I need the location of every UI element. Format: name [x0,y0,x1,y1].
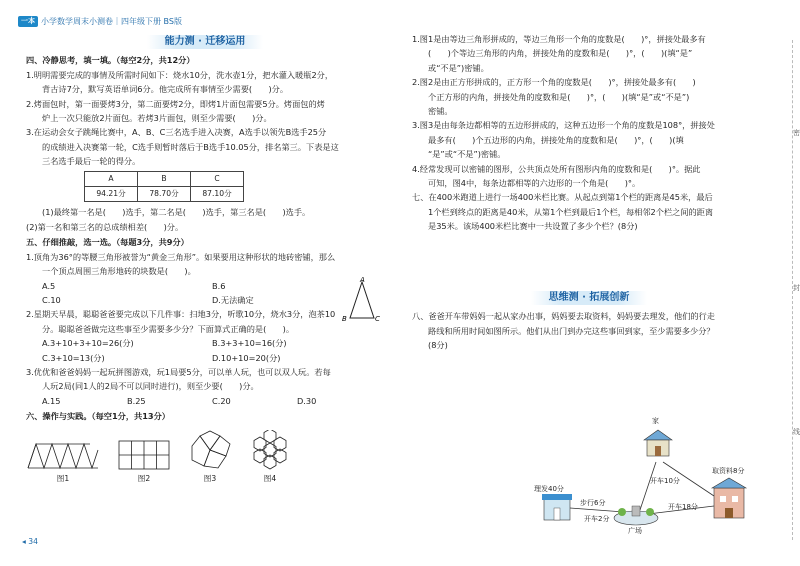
q4-3-sub1: (1)最终第一名是( )选手，第二名是( )选手，第三名是( )选手。 [42,207,311,218]
route-map [528,417,768,536]
section-6-heading: 六、操作与实践。（每空1分，共13分） [26,411,170,422]
section-4-heading: 四、冷静思考，填一填。（每空2分，共12分） [26,55,195,66]
option-a: A.15 [42,395,61,406]
q6-2-line2: 个正方形的内角，拼接处角的度数和是( )°，( )(填“是”或“不是”) [428,91,690,102]
barber-shop-icon [542,494,572,520]
square-tiling-icon [118,440,170,470]
route-lines [528,426,768,536]
q4-3-line1: 3.在运动会女子跳绳比赛中，A、B、C三名选手进入决赛，A选手以领先B选手25分 [26,127,327,138]
header-title: 小学数学周末小测卷｜四年级下册 BS版 [41,16,182,26]
q6-2-line1: 2.图2是由正方形拼成的，正方形一个角的度数是( )°，拼接处最多有( ) [412,77,696,88]
figure-1 [26,442,100,486]
score-table [84,171,244,203]
q6-1-line2: ( )个等边三角形的内角，拼接处角的度数和是( )°，( )(填“是” [428,48,693,59]
option-c: C.3+10=13(分) [42,352,105,363]
figure-2-label: 图2 [137,473,151,483]
option-d: D.30 [297,395,317,406]
section-8-line3: (8分) [428,339,448,350]
header-bar [18,14,182,28]
q6-3-line2: 最多有( )个五边形的内角，拼接处角的度数和是( )°，( )(填 [428,134,684,145]
side-label-close: 封 [793,284,800,292]
section-8-line1: 八、爸爸开车带妈妈一起从家办出事，妈妈要去取资料，妈妈要去理发，他们的行走 [412,311,715,322]
q5-3-line1: 3.优优和爸爸妈妈一起玩拼图游戏，玩1局要5分，可以单人玩，也可以双人玩。若每 [26,366,331,377]
q6-1-line3: 或“不是”)密铺。 [428,62,489,73]
table-cell-b: 78.70分 [138,187,191,202]
section-5-heading: 五、仔细推敲，选一选。（每题3分，共9分） [26,237,189,248]
table-cell-c: 87.10分 [191,187,244,202]
figure-3-label: 图3 [203,473,217,483]
section-7-line3: 是35米。该场400米栏比赛中一共设置了多少个栏？(8分) [428,221,638,232]
q4-3-sub2: (2)第一名和第三名的总成绩相差( )分。 [26,221,184,232]
q5-1-options [26,279,384,293]
table-header-c: C [191,171,244,186]
side-label-line: 线 [793,428,800,436]
page-footer: ◂ 34 [22,537,38,546]
answer-space [412,234,766,288]
option-a: A.5 [42,280,56,291]
q5-2-options-row2 [26,351,384,365]
figure-2 [118,440,170,486]
page-number: 34 [28,537,38,546]
section-7-line2: 1个栏到终点的距离是40米，从第1个栏到最后1个栏，每相邻2个栏之间的距离 [428,206,714,217]
figure-3 [188,430,232,486]
option-a: A.3+10+3+10=26(分) [42,338,134,349]
q5-3-options [26,394,384,408]
q5-3-line2: 人玩2局(同1人的2局不可以同时进行)，则至少要( )分。 [42,381,259,392]
q6-1-line1: 1.图1是由等边三角形拼成的，等边三角形一个角的度数是( )°，拼接处最多有 [412,34,706,44]
hexagon-tiling-icon [250,430,290,470]
docs-label: 取资料8分 [712,467,745,475]
figure-4 [250,430,290,486]
drive-2-label: 开车2分 [584,515,610,523]
q4-2-line1: 2.烤面包时，第一面要烤3分，第二面要烤2分，即烤1片面包需要5分。烤面包的烤 [26,98,325,109]
table-row [85,171,244,186]
square-label: 广场 [628,527,642,535]
q6-4-line2: 可知，图4中，每条边都相等的六边形的一个角是( )°。 [428,178,641,189]
figure-1-label: 图1 [56,473,70,483]
left-column [26,32,384,486]
q4-1-line2: 背古诗7分，默写英语单词6分。他完成所有事情至少需要( )分。 [42,84,289,95]
brand-logo: 一本 [18,16,38,27]
tiling-figures [26,430,384,486]
svg-text:A: A [360,275,365,284]
option-b: B.3+3+10=16(分) [212,338,287,349]
q6-3-line1: 3.图3是由每条边都相等的五边形拼成的，这种五边形一个角的度数是108°，拼接处 [412,120,715,131]
table-header-b: B [138,171,191,186]
section-banner-ability: 能力测 · 迁移运用 [26,34,384,49]
golden-triangle-figure [342,276,382,322]
svg-text:B: B [342,314,347,322]
q6-2-line3: 密铺。 [428,106,453,117]
q6-3-line3: “是”或“不是”)密铺。 [428,149,506,160]
table-cell-a: 94.21分 [85,187,138,202]
table-header-a: A [85,171,138,186]
q4-3-line2: 的成绩进入决赛第一轮，C选手则暂时落后于B选手10.05分，排名第三。下表是这 [42,141,339,152]
documents-building-icon [712,478,746,518]
option-d: D.无法确定 [212,294,254,305]
q5-1-options-row2 [26,293,384,307]
option-c: C.20 [212,395,231,406]
q5-2-options [26,336,384,350]
table-row [85,187,244,202]
option-b: B.25 [127,395,146,406]
q5-1-line1: 1.顶角为36°的等腰三角形被誉为“黄金三角形”。如果要用这种形状的地砖密铺，那么 [26,251,336,262]
option-b: B.6 [212,280,226,291]
side-label-seal: 密 [793,129,800,137]
q5-2-line1: 2.星期天早晨，聪聪爸爸要完成以下几件事：扫地3分，听歌10分，烧水3分，泡茶10 [26,309,336,320]
q6-4-line1: 4.经常发现可以密铺的图形，公共顶点处所有图形内角的度数和是( )°。据此 [412,163,701,174]
right-column [412,32,766,352]
home-label: 家 [652,417,659,425]
pentagon-tiling-icon [188,430,232,470]
option-c: C.10 [42,294,61,305]
q4-2-line2: 炉上一次只能放2片面包。若烤3片面包，则至少需要( )分。 [42,113,272,124]
q5-1-line2: 一个顶点周围三角形地砖的块数是( )。 [42,266,196,277]
q5-2-line2: 分。聪聪爸爸做完这些事至少需要多少分？下面算式正确的是( )。 [42,323,295,334]
triangle-tiling-icon [26,442,100,470]
drive-10-label: 开车10分 [650,477,680,485]
drive-18-label: 开车18分 [668,503,698,511]
barber-label: 理发40分 [534,485,564,493]
section-8-line2: 路线和所用时间如图所示。他们从出门到办完这些事回到家，至少需要多少分？ [428,325,715,336]
q4-3-line3: 三名选手最后一轮的得分。 [42,156,141,167]
svg-text:C: C [375,314,380,322]
square-plaza-icon [614,506,658,525]
q4-1-line1: 1.明明需要完成的事情及所需时间如下：烧水10分，洗水壶1分，把水灌入暖瓶2分， [26,69,334,80]
home-icon [644,430,672,456]
walk-time-label: 步行6分 [580,499,606,507]
figure-4-label: 图4 [263,473,277,483]
section-banner-thinking: 思维测 · 拓展创新 [412,290,766,305]
option-d: D.10+10=20(分) [212,352,281,363]
section-7-line1: 七、在400米跑道上进行一场400米栏比赛。从起点到第1个栏的距离是45米，最后 [412,192,713,203]
